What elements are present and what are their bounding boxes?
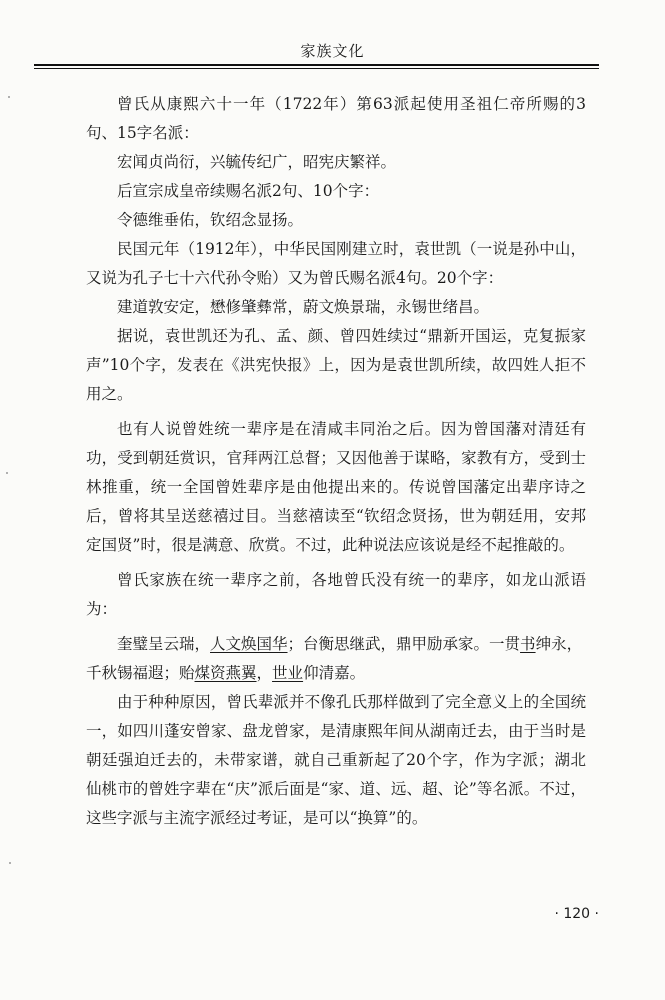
verse-line-underlined (86, 659, 586, 688)
scan-speck (8, 96, 10, 98)
paragraph: 曾氏家族在统一辈序之前，各地曾氏没有统一的辈序，如龙山派语为： (86, 571, 586, 618)
paragraph: 民国元年（1912年），中华民国刚建立时，袁世凯（一说是孙中山，又说为孔子七十六代孙令贻）又为曾氏赐名派4句。20个字： (86, 240, 586, 287)
scan-speck (9, 862, 11, 864)
scan-speck (6, 472, 8, 474)
header-rule (34, 64, 599, 69)
paragraph: 据说，袁世凯还为孔、孟、颜、曾四姓续过“鼎新开国运，克复振家声”10个字，发表在《洪宪快报》上，因为是袁世凯所续，故四姓人拒不用之。 (86, 327, 586, 403)
verse-segment: 仰清嘉。 (303, 664, 366, 682)
verse-segment: ；台衡思继武，鼎甲励承家。一贯 (287, 635, 521, 653)
body-text (86, 90, 586, 833)
running-header: 家族文化 (300, 42, 365, 60)
verse-segment: 千秋锡福遐；贻 (86, 664, 195, 682)
verse-line: 宏闻贞尚衍，兴毓传纪广，昭宪庆繁祥。 (117, 153, 397, 171)
verse-line-underlined (86, 630, 586, 659)
verse-segment: 奎璧呈云瑞， (117, 635, 211, 653)
underlined-segment: 人文焕国华 (210, 635, 288, 653)
page-number: · 120 · (554, 906, 599, 922)
underlined-segment: 煤资燕翼 (194, 664, 257, 682)
verse-line: 建道敦安定，懋修肇彝常，蔚文焕景瑞，永锡世绪昌。 (117, 298, 490, 316)
paragraph: 也有人说曾姓统一辈序是在清咸丰同治之后。因为曾国藩对清廷有功，受到朝廷赏识，官拜两江总督；又因他善于谋略，家教有方，受到士林推重，统一全国曾姓辈序是由他提出来的。传说曾国藩定出辈序诗之后，曾将其呈送慈禧过目。当慈禧读至“钦绍念贤扬，世为朝廷用，安邦定国贤”时，很是满意、欣赏。不过，此种说法应该说是经不起推敲的。 (86, 420, 586, 554)
paragraph: 由于种种原因，曾氏辈派并不像孔氏那样做到了完全意义上的全国统一，如四川蓬安曾家、盘龙曾家，是清康熙年间从湖南迁去，由于当时是朝廷强迫迁去的，未带家谱，就自己重新起了20个字，作为字派；湖北仙桃市的曾姓字辈在“庆”派后面是“家、道、远、超、论”等名派。不过，这些字派与主流字派经过考证，是可以“换算”的。 (86, 693, 586, 827)
underlined-segment: 书 (520, 635, 536, 653)
underlined-segment: 世业 (272, 664, 304, 682)
verse-segment: 绅永， (535, 635, 583, 653)
paragraph: 曾氏从康熙六十一年（1722年）第63派起使用圣祖仁帝所赐的3句、15字名派： (86, 95, 586, 142)
verse-line: 令德维垂佑，钦绍念显扬。 (117, 211, 304, 229)
verse-segment: ， (256, 664, 273, 682)
paragraph: 后宣宗成皇帝续赐名派2句、10个字： (117, 182, 380, 200)
